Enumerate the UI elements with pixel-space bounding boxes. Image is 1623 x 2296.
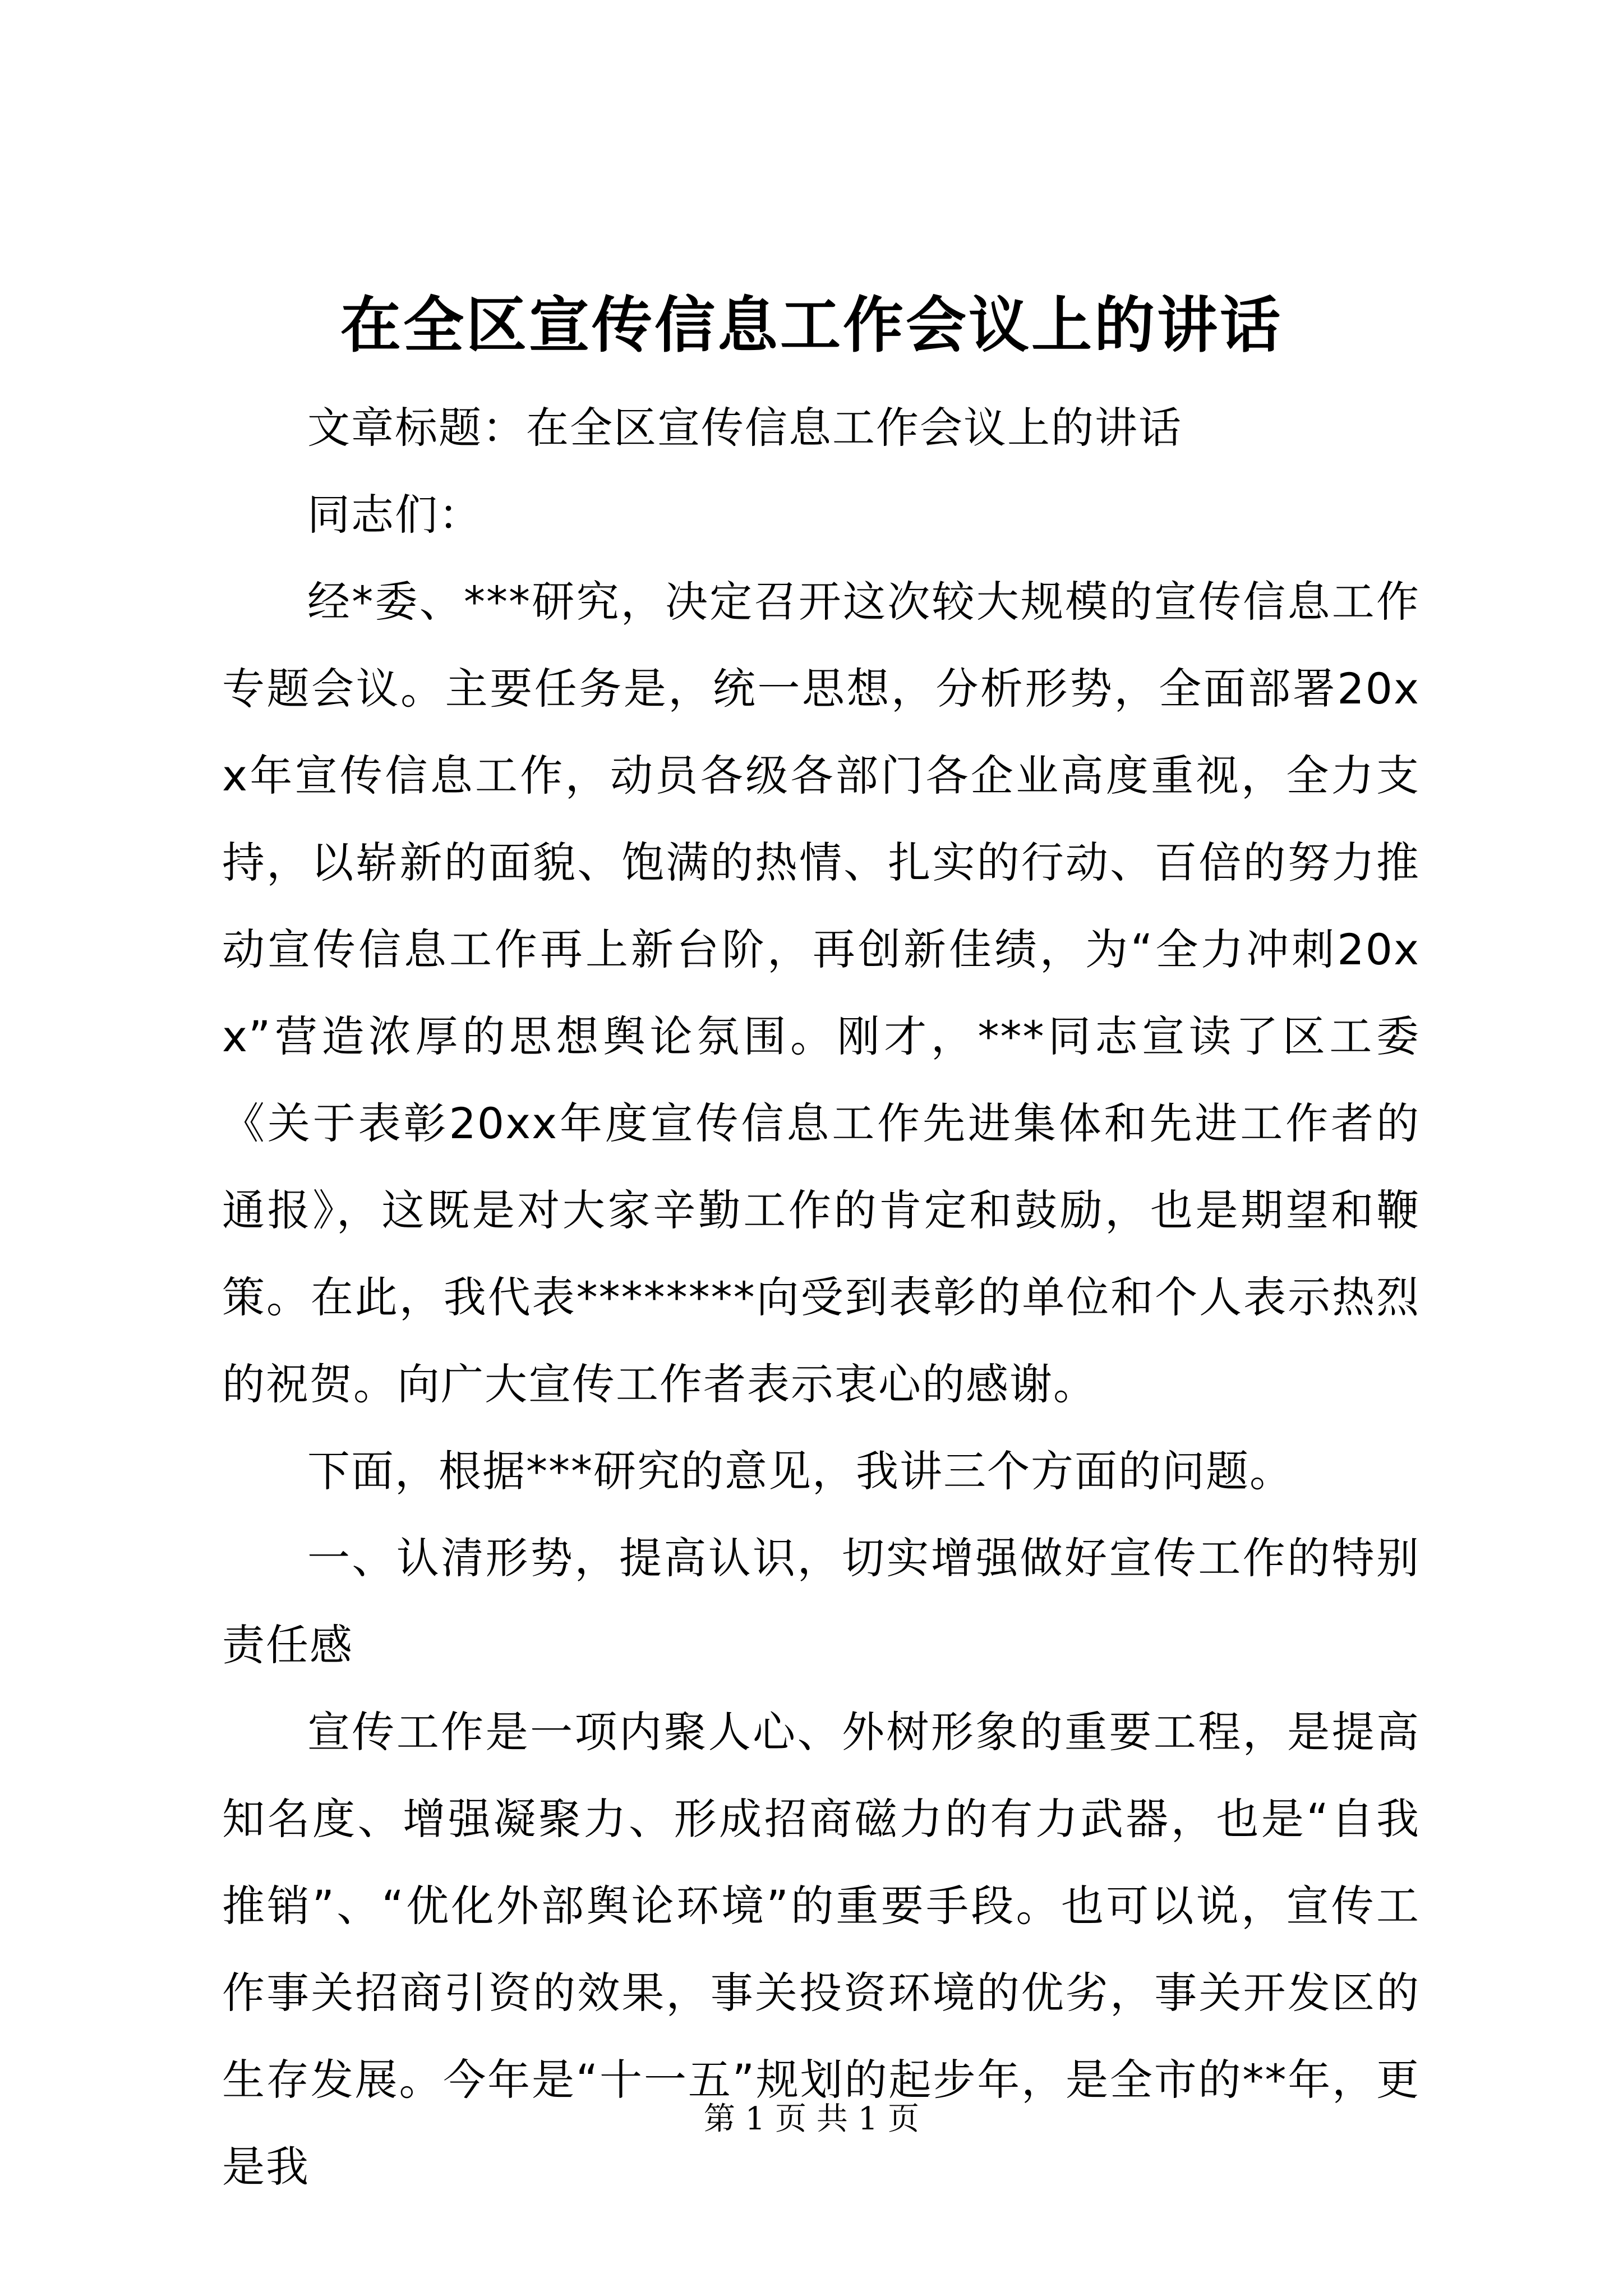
section-heading-1: 一、认清形势，提高认识，切实增强做好宣传工作的特别责任感 <box>222 1533 1420 1670</box>
page-footer: 第 1 页 共 1 页 <box>703 2101 920 2137</box>
salutation: 同志们： <box>307 490 482 540</box>
document-body <box>222 384 1420 2210</box>
paragraph-propaganda: 宣传工作是一项内聚人心、外树形象的重要工程，是提高知名度、增强凝聚力、形成招商磁力的有力武器，也是“自我推销”、“优化外部舆论环境”的重要手段。也可以说，宣传工作事关招商引资的效果，事关投资环境的优劣，事关开发区的生存发展。今年是“十一五”规划的起步年，是全市的**年，更是我 <box>222 1707 1420 2192</box>
article-title-line: 文章标题：在全区宣传信息工作会议上的讲话 <box>307 403 1182 453</box>
document-title: 在全区宣传信息工作会议上的讲话 <box>340 290 1283 361</box>
paragraph-intro: 经*委、***研究，决定召开这次较大规模的宣传信息工作专题会议。主要任务是，统一思想，分析形势，全面部署20xx年宣传信息工作，动员各级各部门各企业高度重视，全力支持，以崭新的面貌、饱满的热情、扎实的行动、百倍的努力推动宣传信息工作再上新台阶，再创新佳绩，为“全力冲刺20xx”营造浓厚的思想舆论氛围。刚才，***同志宣读了区工委《关于表彰20xx年度宣传信息工作先进集体和先进工作者的通报》，这既是对大家辛勤工作的肯定和鼓励，也是期望和鞭策。在此，我代表********向受到表彰的单位和个人表示热烈的祝贺。向广大宣传工作者表示衷心的感谢。 <box>222 577 1420 1409</box>
paragraph-outline: 下面，根据***研究的意见，我讲三个方面的问题。 <box>307 1446 1293 1496</box>
